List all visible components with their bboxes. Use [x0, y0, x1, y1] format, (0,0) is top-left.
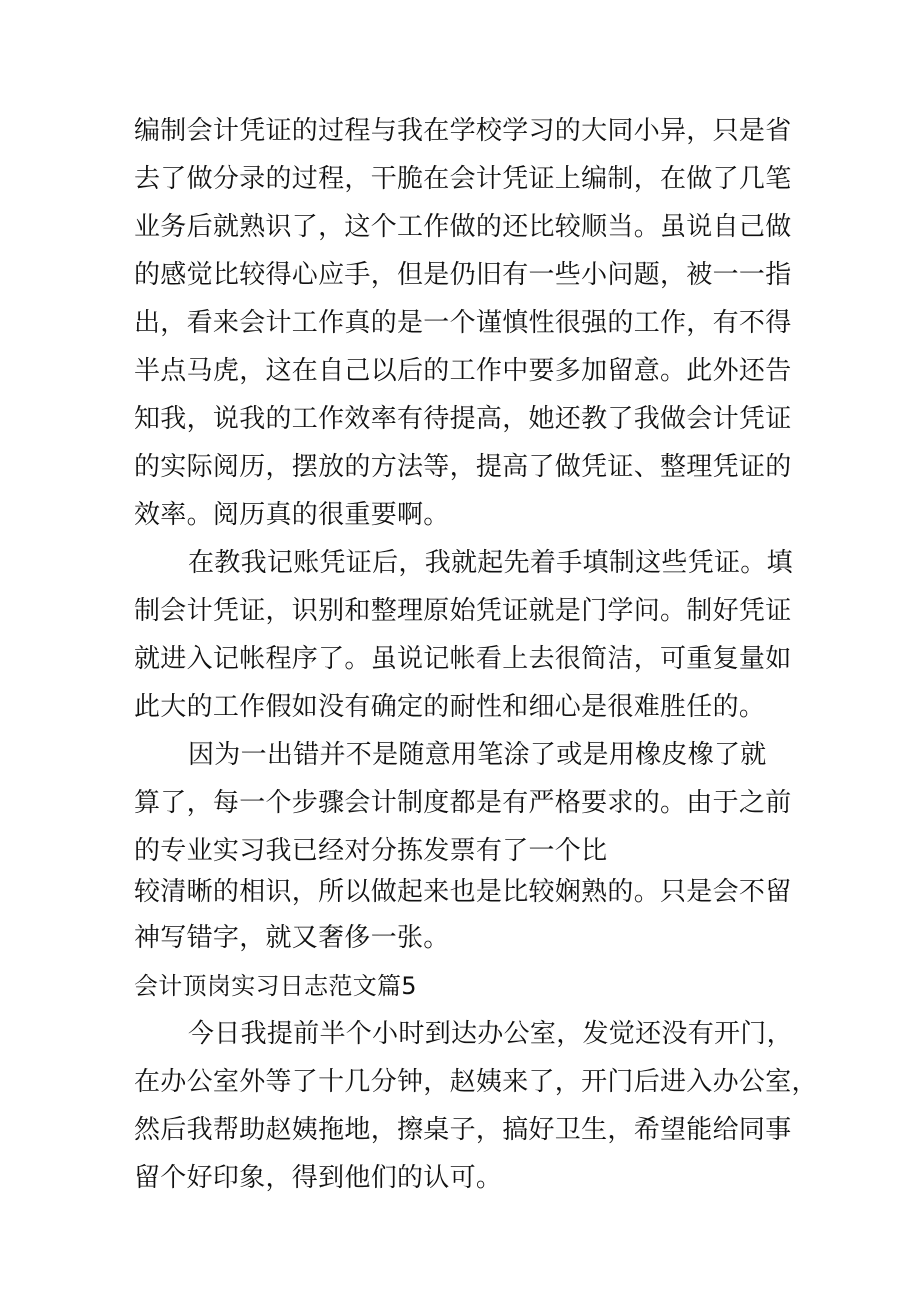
- text-line: 就进入记帐程序了。虽说记帐看上去很简洁，可重复量如: [134, 644, 792, 674]
- text-line: 编制会计凭证的过程与我在学校学习的大同小异，只是省: [134, 116, 792, 146]
- text-line: 较清晰的相识，所以做起来也是比较娴熟的。只是会不留: [134, 877, 792, 907]
- text-line: 的实际阅历，摆放的方法等，提高了做凭证、整理凭证的: [134, 452, 792, 482]
- text-line: 效率。阅历真的很重要啊。: [134, 500, 450, 530]
- text-line: 去了做分录的过程，干脆在会计凭证上编制，在做了几笔: [134, 164, 792, 194]
- text-line: 出，看来会计工作真的是一个谨慎性很强的工作，有不得: [134, 308, 792, 338]
- text-line: 半点马虎，这在自己以后的工作中要多加留意。此外还告: [134, 356, 792, 386]
- text-line: 的感觉比较得心应手，但是仍旧有一些小问题，被一一指: [134, 260, 792, 290]
- text-line: 神写错字，就又奢侈一张。: [134, 923, 450, 953]
- text-line: 制会计凭证，识别和整理原始凭证就是门学问。制好凭证: [134, 596, 792, 626]
- text-line: 业务后就熟识了，这个工作做的还比较顺当。虽说自己做: [134, 212, 792, 242]
- text-line: 的专业实习我已经对分拣发票有了一个比: [134, 836, 608, 866]
- paragraph-first-line: 今日我提前半个小时到达办公室，发觉还没有开门，: [188, 1019, 793, 1049]
- text-line: 此大的工作假如没有确定的耐性和细心是很难胜任的。: [134, 692, 766, 722]
- paragraph-first-line: 在教我记账凭证后，我就起先着手填制这些凭证。填: [188, 548, 793, 578]
- text-line: 然后我帮助赵姨拖地，擦桌子，搞好卫生，希望能给同事: [134, 1115, 792, 1145]
- text-line: 留个好印象，得到他们的认可。: [134, 1163, 503, 1193]
- text-line: 知我，说我的工作效率有待提高，她还教了我做会计凭证: [134, 404, 792, 434]
- text-line: 在办公室外等了十几分钟，赵姨来了，开门后进入办公室，: [134, 1067, 818, 1097]
- paragraph-first-line: 因为一出错并不是随意用笔涂了或是用橡皮橡了就: [188, 740, 767, 770]
- text-line: 算了，每一个步骤会计制度都是有严格要求的。由于之前: [134, 788, 792, 818]
- section-heading: 会计顶岗实习日志范文篇5: [134, 972, 417, 1000]
